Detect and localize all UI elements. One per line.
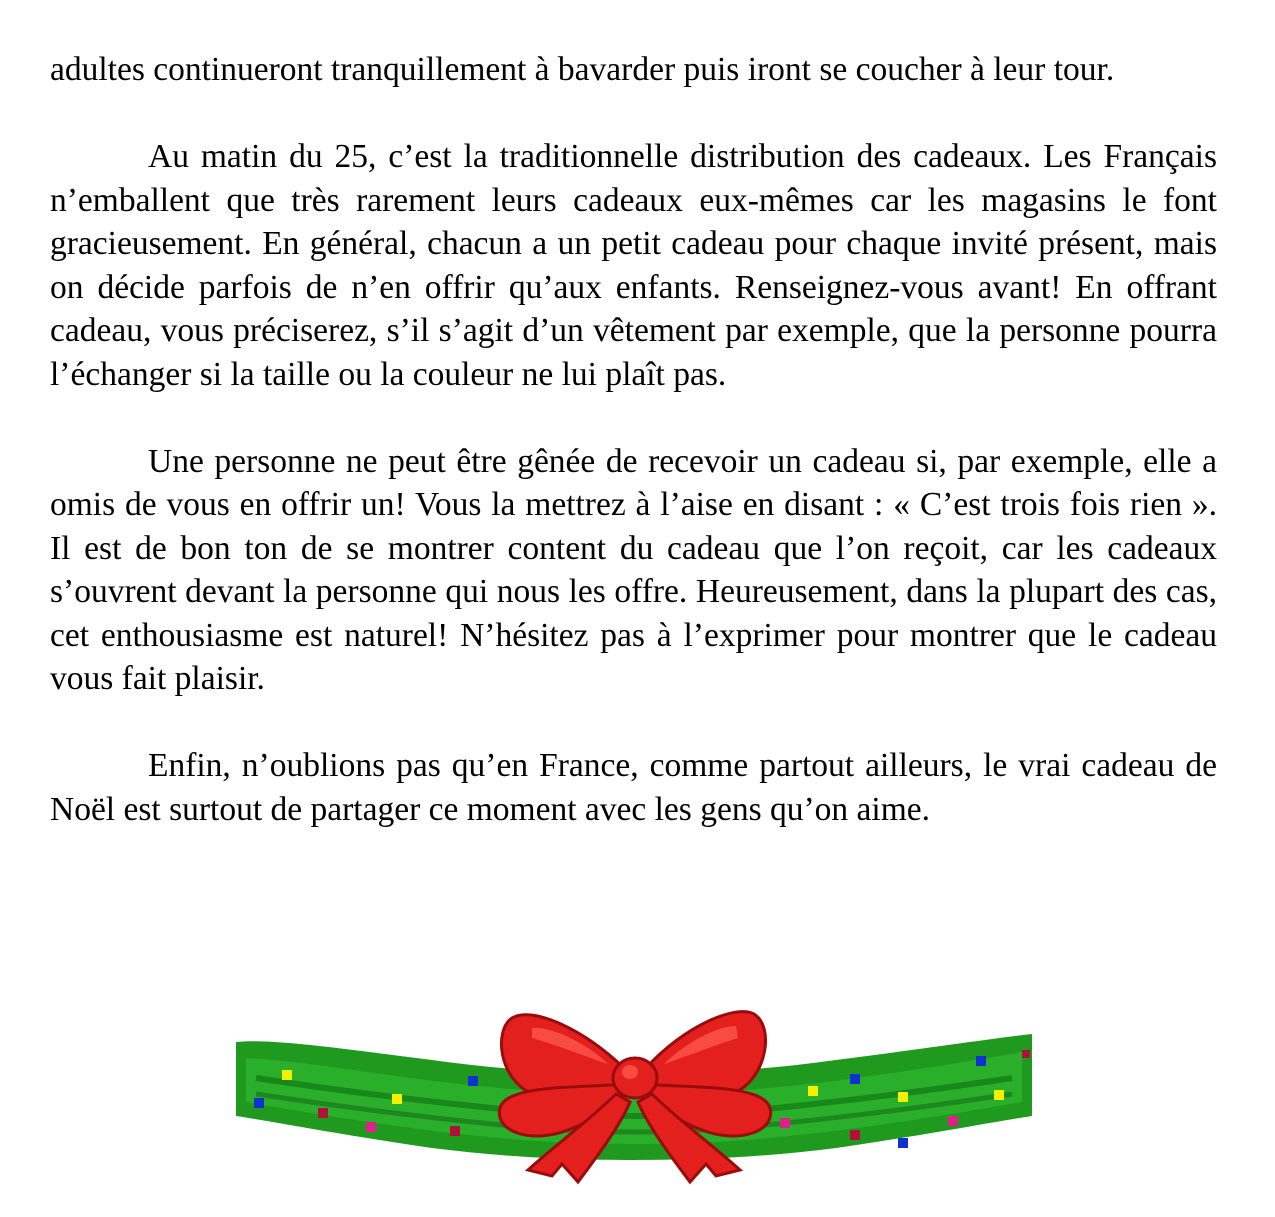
document-page bbox=[50, 48, 1217, 875]
christmas-garland-icon bbox=[232, 998, 1036, 1198]
paragraph-3: Une personne ne peut être gênée de recevoir un cadeau si, par exemple, elle a omis de vous en offrir un! Vous la mettrez à l’aise en disant : « C’est trois fois rien ». Il est de bon ton de se montrer content du cadeau que l’on reçoit, car les cadeaux s’ouvrent devant la personne qui nous les offre. Heureusement, dans la plupart des cas, cet enthousiasme est naturel! N’hésitez pas à l’exprimer pour montrer que le cadeau vous fait plaisir. bbox=[50, 442, 1217, 697]
paragraph-2: Au matin du 25, c’est la traditionnelle distribution des cadeaux. Les Français n’emballent que très rarement leurs cadeaux eux-mêmes car les magasins le font gracieusement. En général, chacun a un petit cadeau pour chaque invité présent, mais on décide parfois de n’en offrir qu’aux enfants. Renseignez-vous avant! En offrant cadeau, vous préciserez, s’il s’agit d’un vêtement par exemple, que la personne pourra l’échanger si la taille ou la couleur ne lui plaît pas. bbox=[50, 138, 1217, 393]
paragraph-4: Enfin, n’oublions pas qu’en France, comme partout ailleurs, le vrai cadeau de Noël est surtout de partager ce moment avec les gens qu’on aime. bbox=[50, 747, 1217, 828]
garland-illustration bbox=[232, 998, 1036, 1198]
paragraph-1: adultes continueront tranquillement à bavarder puis iront se coucher à leur tour. bbox=[50, 51, 1115, 88]
